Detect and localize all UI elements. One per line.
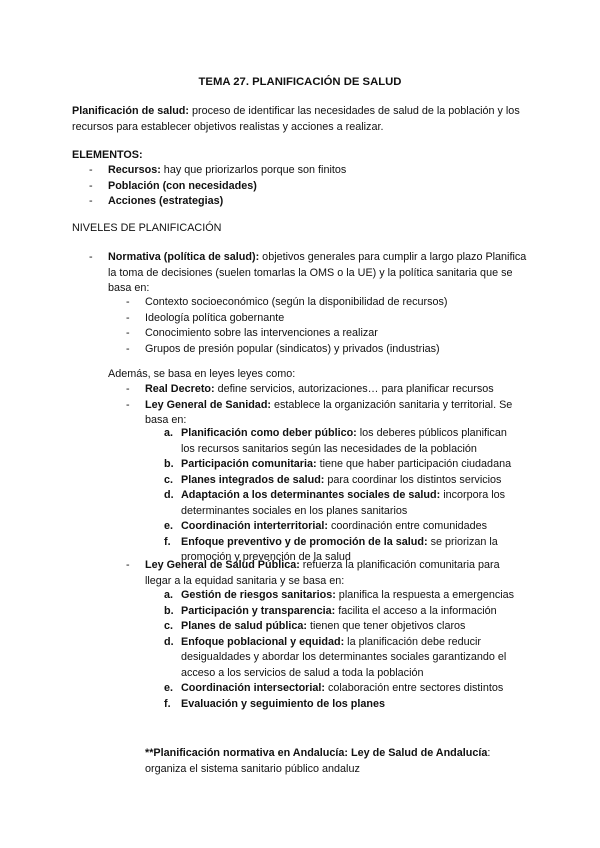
- normativa-text: objetivos generales para cumplir a largo plazo Planifica la toma de decisiones (suelen tomarlas la OMS o la UE) y la política sanitaria que se basa en:: [108, 251, 527, 294]
- base-text: Grupos de presión popular (sindicatos) y privados (industrias): [145, 342, 440, 355]
- item-letter: a.: [164, 427, 174, 439]
- item-letter: c.: [164, 620, 174, 632]
- normativa-term: Normativa (política de salud):: [108, 251, 260, 263]
- list-item: [164, 635, 521, 682]
- item-text: planifica la respuesta a emergencias: [335, 589, 515, 601]
- list-item: [164, 519, 521, 535]
- list-item: - Contexto socioeconómico (según la disponibilidad de recursos): [126, 296, 448, 308]
- base-text: Contexto socioeconómico (según la disponibilidad de recursos): [145, 296, 448, 308]
- item-term: Recursos:: [108, 164, 161, 176]
- list-item: - Población (con necesidades): [89, 179, 257, 192]
- list-item-normativa: - Normativa (política de salud): objetivos generales para cumplir a largo plazo Planifica la toma de decisiones (suelen tomarlas la OMS o la UE) y la política sanitaria que se basa en:: [89, 251, 527, 294]
- list-item: [164, 619, 521, 635]
- list-item: - Acciones (estrategias): [89, 195, 224, 207]
- item-letter: c.: [164, 473, 174, 486]
- ley-salud-publica-items: [164, 588, 521, 712]
- list-item: [164, 488, 521, 519]
- item-letter: b.: [164, 604, 174, 617]
- item-text: los deberes públicos planifican los recursos sanitarios según las necesidades de la población: [181, 427, 507, 455]
- base-text: Conocimiento sobre las intervenciones a realizar: [145, 327, 378, 339]
- list-item: [164, 604, 521, 620]
- andalucia-text: : organiza el sistema sanitario público andaluz: [145, 747, 491, 775]
- item-text: tienen que tener objetivos claros: [307, 620, 466, 632]
- list-item: [164, 588, 521, 604]
- item-text: tiene que haber participación ciudadana: [316, 458, 512, 470]
- base-text: Ideología política gobernante: [145, 311, 285, 324]
- intro-text: proceso de identificar las necesidades de salud de la población y los recursos para establecer objetivos realistas y acciones a realizar.: [72, 105, 520, 133]
- item-term: Participación y transparencia:: [181, 604, 336, 617]
- item-letter: e.: [164, 682, 174, 694]
- list-item: [164, 681, 521, 697]
- item-term: Coordinación intersectorial:: [181, 682, 325, 694]
- list-item: [164, 426, 521, 457]
- andalucia-term: **Planificación normativa en Andalucía: Ley de Salud de Andalucía: [145, 747, 488, 759]
- item-text: hay que priorizarlos porque son finitos: [160, 164, 347, 176]
- elementos-list: [89, 163, 528, 210]
- item-term: Planes integrados de salud:: [181, 473, 325, 486]
- item-letter: b.: [164, 458, 174, 470]
- elementos-heading: ELEMENTOS:: [72, 149, 143, 161]
- item-letter: d.: [164, 489, 174, 501]
- ley-text: refuerza la planificación comunitaria para llegar a la equidad sanitaria y se basa en:: [145, 559, 500, 587]
- ley-text: establece la organización sanitaria y territorial. Se basa en:: [145, 398, 513, 426]
- item-text: incorpora los determinantes sociales en los planes sanitarios: [181, 489, 506, 517]
- item-term: Coordinación interterritorial:: [181, 520, 328, 532]
- intro-term: Planificación de salud:: [72, 105, 189, 117]
- list-item: [164, 473, 521, 489]
- page-title: TEMA 27. PLANIFICACIÓN DE SALUD: [198, 76, 402, 88]
- item-text: facilita el acceso a la información: [335, 604, 497, 617]
- normativa-bases-list: [126, 295, 535, 357]
- item-letter: a.: [164, 589, 174, 601]
- item-term: Población (con necesidades): [108, 179, 257, 192]
- niveles-list: [89, 250, 528, 297]
- item-text: se priorizan la promoción y prevención de la salud: [181, 535, 498, 563]
- niveles-heading: NIVELES DE PLANIFICACIÓN: [72, 222, 222, 234]
- item-text: colaboración entre sectores distintos: [324, 682, 504, 694]
- list-item-real-decreto: - Real Decreto: define servicios, autorizaciones… para planificar recursos: [126, 383, 494, 395]
- item-term: Adaptación a los determinantes sociales de salud:: [181, 489, 441, 501]
- item-letter: f.: [164, 697, 171, 710]
- list-item: [164, 457, 521, 473]
- ley-term: Ley General de Salud Pública:: [145, 559, 300, 571]
- list-item-ley-sanidad: - Ley General de Sanidad: establece la organización sanitaria y territorial. Se basa en:: [126, 398, 513, 426]
- leyes-list-1: [126, 382, 517, 429]
- item-text: coordinación entre comunidades: [327, 520, 488, 532]
- andalucia-note: [145, 746, 517, 777]
- intro-paragraph: [72, 104, 544, 135]
- item-term: Evaluación y seguimiento de los planes: [181, 697, 386, 710]
- item-letter: d.: [164, 635, 174, 648]
- item-term: Planes de salud pública:: [181, 620, 307, 632]
- leyes-intro: Además, se basa en leyes leyes como:: [108, 368, 296, 380]
- item-term: Enfoque poblacional y equidad:: [181, 635, 345, 648]
- leyes-list-2: [126, 558, 517, 589]
- item-term: Acciones (estrategias): [108, 195, 224, 207]
- item-term: Gestión de riesgos sanitarios:: [181, 589, 336, 601]
- item-term: Enfoque preventivo y de promoción de la salud:: [181, 535, 428, 548]
- ley-term: Real Decreto:: [145, 383, 215, 395]
- list-item: - Conocimiento sobre las intervenciones a realizar: [126, 327, 378, 339]
- list-item: - Recursos: hay que priorizarlos porque son finitos: [89, 164, 347, 176]
- item-text: la planificación debe reducir desigualdades y abordar los determinantes sociales garantizando el acceso a los servicios de salud a toda la población: [181, 635, 507, 679]
- item-letter: f.: [164, 535, 171, 548]
- list-item: - Grupos de presión popular (sindicatos) y privados (industrias): [126, 342, 440, 355]
- ley-term: Ley General de Sanidad:: [145, 398, 272, 411]
- item-term: Planificación como deber público:: [181, 427, 357, 439]
- ley-text: define servicios, autorizaciones… para planificar recursos: [214, 383, 494, 395]
- list-item-ley-salud-publica: - Ley General de Salud Pública: refuerza la planificación comunitaria para llegar a la equidad sanitaria y se basa en:: [126, 559, 500, 587]
- item-text: para coordinar los distintos servicios: [324, 473, 502, 486]
- list-item: [164, 697, 521, 713]
- item-term: Participación comunitaria:: [181, 458, 317, 470]
- item-letter: e.: [164, 520, 174, 532]
- list-item: - Ideología política gobernante: [126, 311, 285, 324]
